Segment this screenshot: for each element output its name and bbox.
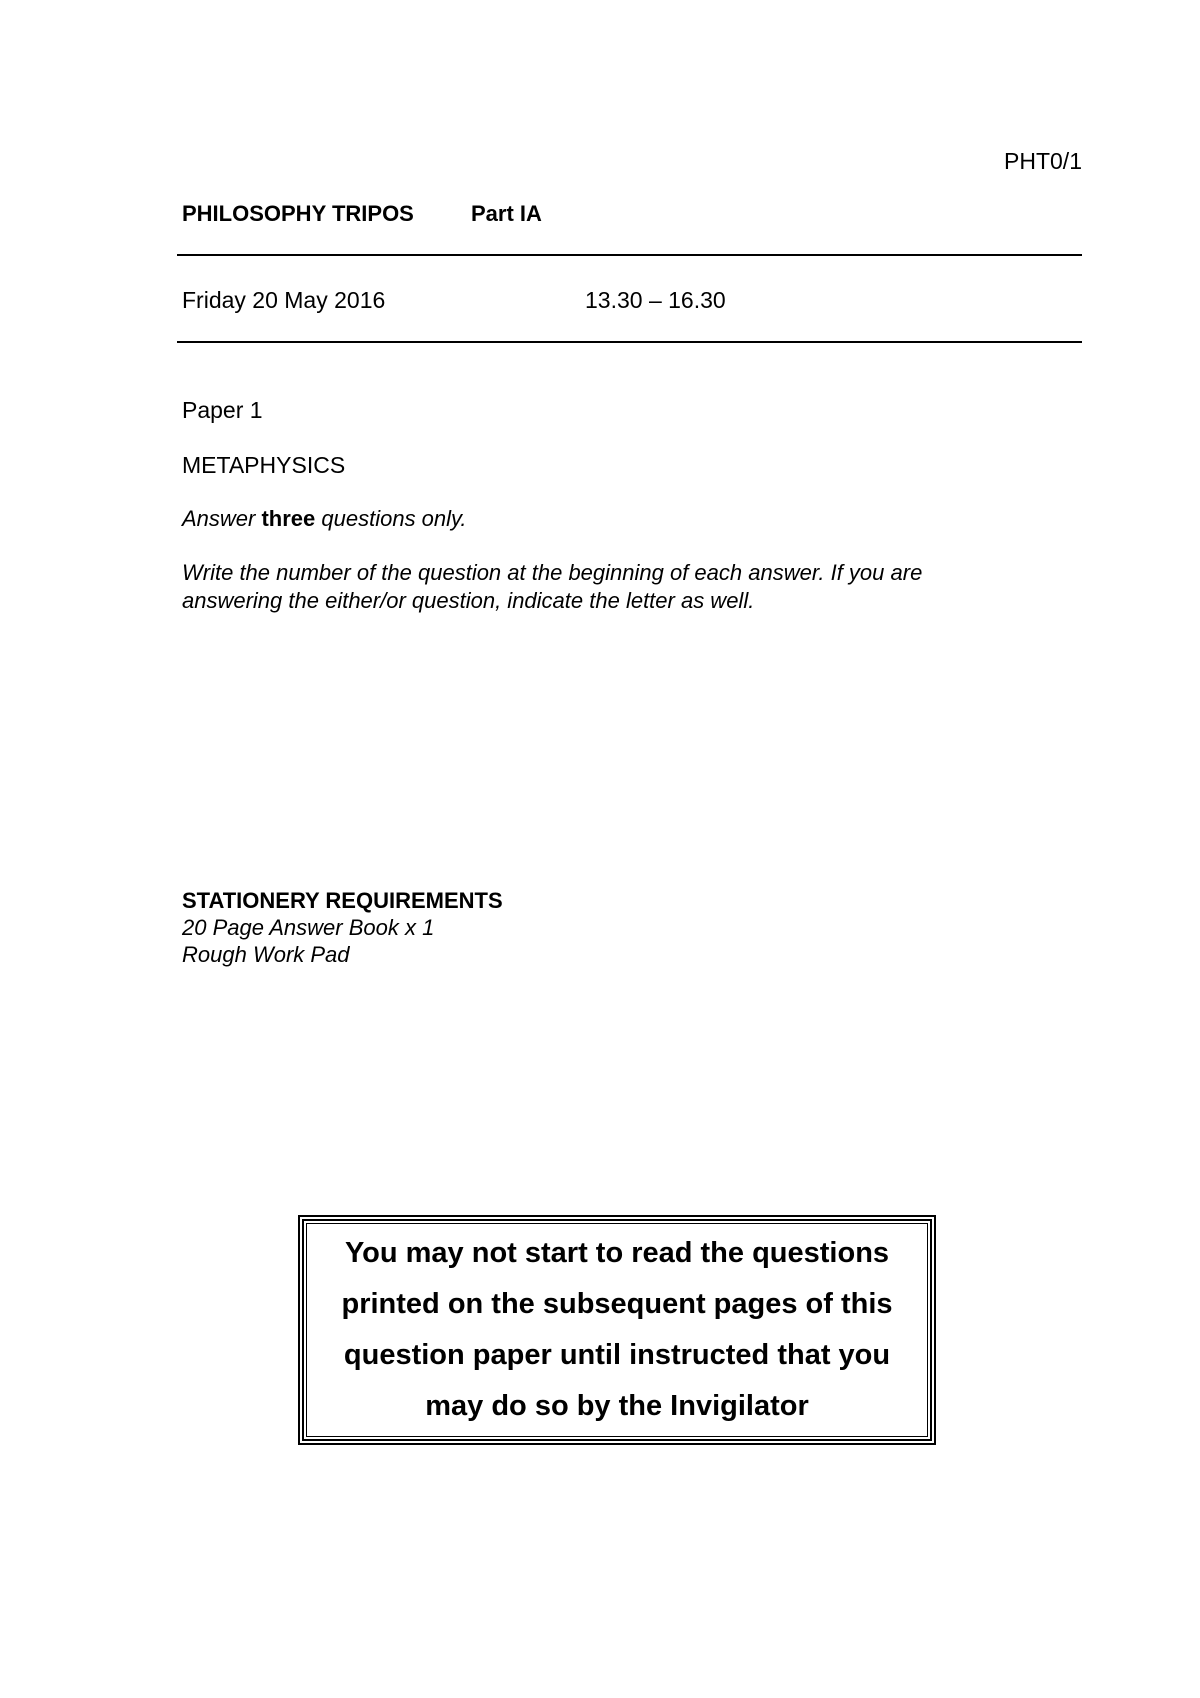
answer-prefix: Answer [182, 506, 262, 531]
stationery-requirements [182, 887, 503, 968]
notice-line-4: may do so by the Invigilator [425, 1390, 809, 1422]
divider-bottom [177, 341, 1082, 343]
tripos-part: Part IA [471, 201, 542, 226]
answer-emphasis: three [261, 506, 316, 531]
paper-code: PHT0/1 [1004, 148, 1082, 174]
invigilator-notice-box [298, 1215, 936, 1445]
exam-time: 13.30 – 16.30 [585, 287, 726, 313]
stationery-heading: STATIONERY REQUIREMENTS [182, 888, 503, 913]
stationery-item-answer-book: 20 Page Answer Book x 1 [182, 915, 435, 940]
answer-instruction [182, 506, 467, 532]
exam-date: Friday 20 May 2016 [182, 287, 386, 313]
write-instruction [182, 559, 1062, 615]
invigilator-notice-text [317, 1228, 917, 1432]
paper-subject: METAPHYSICS [182, 452, 346, 478]
write-instruction-line-1: Write the number of the question at the beginning of each answer. If you are [182, 560, 923, 585]
tripos-title: PHILOSOPHY TRIPOS [182, 201, 414, 226]
write-instruction-line-2: answering the either/or question, indicate the letter as well. [182, 588, 755, 613]
notice-line-2: printed on the subsequent pages of this [341, 1288, 893, 1320]
notice-line-1: You may not start to read the questions [344, 1237, 890, 1269]
answer-suffix: questions only. [315, 506, 467, 531]
paper-number: Paper 1 [182, 397, 263, 423]
stationery-item-rough-pad: Rough Work Pad [182, 942, 350, 967]
notice-line-3: question paper until instructed that you [343, 1339, 891, 1371]
divider-top [177, 254, 1082, 256]
